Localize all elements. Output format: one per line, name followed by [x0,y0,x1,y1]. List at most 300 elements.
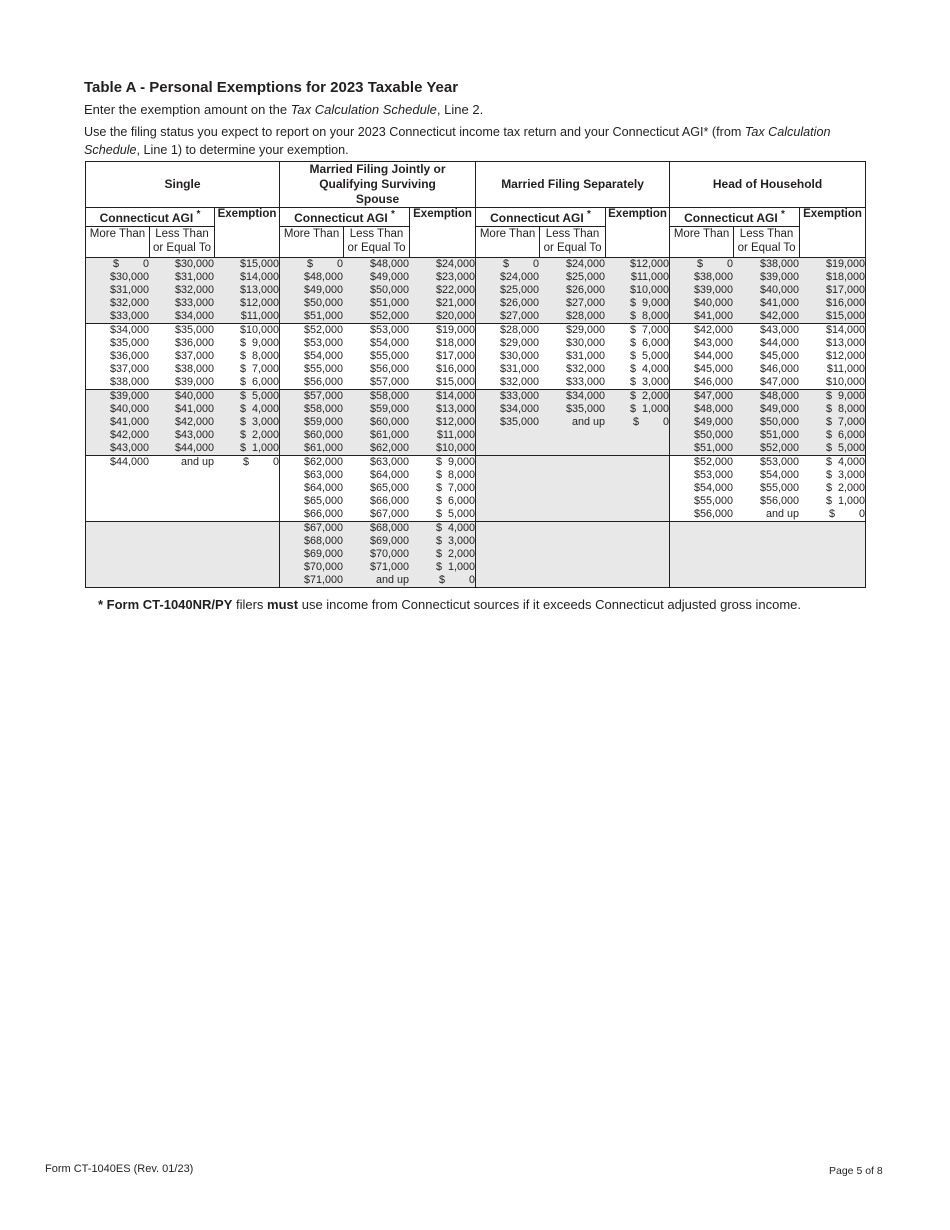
table-row [86,456,866,522]
value: $18,000 [826,271,866,283]
value: $71,000 [370,561,410,573]
value: $ 6,000 [630,337,670,349]
value: $61,000 [304,442,344,454]
value: $ 6,000 [436,495,476,507]
footnote: * Form CT-1040NR/PY filers must use income from Connecticut sources if it exceeds Connecticut adjusted gross income. [98,597,802,612]
separate-more-cell [476,456,540,522]
value: $53,000 [694,469,734,481]
value: $58,000 [370,390,410,402]
value: $33,000 [174,297,214,309]
value: $70,000 [370,548,410,560]
value: $48,000 [694,403,734,415]
value: $38,000 [694,271,734,283]
value: $43,000 [760,324,800,336]
value: $49,000 [370,271,410,283]
value: $13,000 [826,337,866,349]
household-exempt-cell [800,258,866,324]
value: $58,000 [304,403,344,415]
value: $52,000 [760,442,800,454]
value: $37,000 [109,363,149,375]
joint-more-cell [280,324,344,390]
value: $67,000 [370,508,410,520]
value: $35,000 [109,337,149,349]
value: $51,000 [304,310,344,322]
value: $56,000 [760,495,800,507]
value: $66,000 [304,508,344,520]
separate-more-cell [476,324,540,390]
value: $35,000 [566,403,606,415]
value: $55,000 [370,350,410,362]
value: $42,000 [694,324,734,336]
value: $54,000 [304,350,344,362]
value: $65,000 [370,482,410,494]
single-exempt-cell [215,324,280,390]
joint-less-cell [344,258,410,324]
value: and up [180,456,214,468]
value: $47,000 [760,376,800,388]
value: $18,000 [436,337,476,349]
value: $42,000 [760,310,800,322]
value: $ 9,000 [240,337,280,349]
value: $11,000 [240,310,280,322]
value: $56,000 [694,508,734,520]
single-more-cell [86,456,150,522]
value: $ 8,000 [240,350,280,362]
value: $38,000 [174,363,214,375]
value: $ 2,000 [630,390,670,402]
value: $47,000 [694,390,734,402]
status-household: Head of Household [670,162,866,208]
single-exempt-cell [215,522,280,588]
joint-less-cell [344,522,410,588]
value: $43,000 [694,337,734,349]
table-row [86,324,866,390]
value: $32,000 [174,284,214,296]
exemption-table [85,161,866,588]
value: $30,000 [174,258,214,270]
value: $53,000 [370,324,410,336]
less-than-header: Less Than or Equal To [150,227,215,258]
separate-exempt-cell [606,456,670,522]
value: $52,000 [304,324,344,336]
value: $60,000 [370,416,410,428]
value: $60,000 [304,429,344,441]
single-more-cell [86,390,150,456]
value: $ 9,000 [826,390,866,402]
separate-less-cell [540,258,606,324]
value: $63,000 [370,456,410,468]
value: $40,000 [174,390,214,402]
instruction-line-2: Use the filing status you expect to report on your 2023 Connecticut income tax return and your Connecticut AGI* (from Tax Calculation Schedule, Line 1) to determine your exemption. [84,125,831,157]
value: $49,000 [760,403,800,415]
value: $25,000 [500,284,540,296]
value: $41,000 [109,416,149,428]
value: $54,000 [694,482,734,494]
value: $ 4,000 [436,522,476,534]
value: $ 7,000 [240,363,280,375]
value: $50,000 [694,429,734,441]
value: $41,000 [174,403,214,415]
agi-header-joint: Connecticut AGI * [280,208,410,227]
value: $17,000 [436,350,476,362]
household-less-cell [734,456,800,522]
value: $54,000 [760,469,800,481]
value: $24,000 [500,271,540,283]
value: $31,000 [174,271,214,283]
value: $29,000 [566,324,606,336]
joint-more-cell [280,456,344,522]
value: $64,000 [304,482,344,494]
value: $14,000 [240,271,280,283]
household-exempt-cell [800,324,866,390]
value: $62,000 [370,442,410,454]
exemption-header-single: Exemption [215,208,280,258]
value: $57,000 [370,376,410,388]
value: $25,000 [566,271,606,283]
value: and up [376,574,410,586]
value: $ 2,000 [826,482,866,494]
value: $50,000 [304,297,344,309]
value: $59,000 [370,403,410,415]
value: $36,000 [109,350,149,362]
value: $26,000 [500,297,540,309]
joint-exempt-cell [410,522,476,588]
joint-less-cell [344,324,410,390]
value: $30,000 [500,350,540,362]
value: $20,000 [436,310,476,322]
table-title: Table A - Personal Exemptions for 2023 Taxable Year [84,79,459,96]
value: $ 0 [112,258,149,270]
value: $23,000 [436,271,476,283]
value: $38,000 [760,258,800,270]
value: $39,000 [760,271,800,283]
value: $30,000 [566,337,606,349]
household-less-cell [734,390,800,456]
value: $33,000 [109,310,149,322]
value: $52,000 [694,456,734,468]
single-more-cell [86,258,150,324]
value: $70,000 [304,561,344,573]
separate-less-cell [540,522,606,588]
status-single: Single [86,162,280,208]
household-less-cell [734,258,800,324]
joint-less-cell [344,390,410,456]
value: $ 6,000 [240,376,280,388]
value: $42,000 [174,416,214,428]
value: $12,000 [436,416,476,428]
value: $34,000 [566,390,606,402]
value: $31,000 [500,363,540,375]
value: $17,000 [826,284,866,296]
value: $68,000 [304,535,344,547]
value: $53,000 [760,456,800,468]
less-than-header: Less Than or Equal To [734,227,800,258]
value: $ 7,000 [436,482,476,494]
value: $55,000 [694,495,734,507]
separate-more-cell [476,390,540,456]
value: $42,000 [109,429,149,441]
value: $ 2,000 [436,548,476,560]
value: $19,000 [826,258,866,270]
single-less-cell [150,324,215,390]
value: $41,000 [694,310,734,322]
exemption-header-separate: Exemption [606,208,670,258]
value: $ 8,000 [436,469,476,481]
value: $39,000 [109,390,149,402]
value: $69,000 [370,535,410,547]
single-less-cell [150,522,215,588]
separate-more-cell [476,258,540,324]
value: $41,000 [760,297,800,309]
value: $34,000 [500,403,540,415]
value: $ 5,000 [826,442,866,454]
agi-header-separate: Connecticut AGI * [476,208,606,227]
value: $68,000 [370,522,410,534]
value: $35,000 [174,324,214,336]
agi-header-single: Connecticut AGI * [86,208,215,227]
value: $12,000 [240,297,280,309]
value: $34,000 [174,310,214,322]
value: $40,000 [760,284,800,296]
value: $52,000 [370,310,410,322]
single-exempt-cell [215,456,280,522]
value: $43,000 [109,442,149,454]
status-separate: Married Filing Separately [476,162,670,208]
value: $10,000 [240,324,280,336]
instruction-line-1: Enter the exemption amount on the Tax Calculation Schedule, Line 2. [84,102,484,117]
separate-exempt-cell [606,324,670,390]
value: $33,000 [566,376,606,388]
value: $50,000 [370,284,410,296]
value: $ 3,000 [436,535,476,547]
value: $64,000 [370,469,410,481]
value: $24,000 [436,258,476,270]
status-joint: Married Filing Jointly or Qualifying Surviving Spouse [280,162,476,208]
household-exempt-cell [800,456,866,522]
agi-header-household: Connecticut AGI * [670,208,800,227]
value: $13,000 [240,284,280,296]
value: $11,000 [826,363,866,375]
single-more-cell [86,324,150,390]
value: $ 3,000 [630,376,670,388]
value: $61,000 [370,429,410,441]
page-number: Page 5 of 8 [829,1165,883,1177]
less-than-header: Less Than or Equal To [540,227,606,258]
value: $54,000 [370,337,410,349]
household-less-cell [734,324,800,390]
value: $56,000 [370,363,410,375]
value: $ 5,000 [436,508,476,520]
household-more-cell [670,258,734,324]
joint-exempt-cell [410,390,476,456]
value: $67,000 [304,522,344,534]
value: $15,000 [826,310,866,322]
exemption-header-joint: Exemption [410,208,476,258]
value: $ 7,000 [630,324,670,336]
exemption-header-household: Exemption [800,208,866,258]
value: $31,000 [109,284,149,296]
value: $12,000 [630,258,670,270]
household-less-cell [734,522,800,588]
value: $24,000 [566,258,606,270]
household-more-cell [670,324,734,390]
separate-less-cell [540,456,606,522]
value: $ 3,000 [826,469,866,481]
value: $44,000 [109,456,149,468]
value: $32,000 [109,297,149,309]
value: $46,000 [760,363,800,375]
table-row [86,258,866,324]
value: $45,000 [694,363,734,375]
value: $ 8,000 [826,403,866,415]
value: $55,000 [760,482,800,494]
value: and up [766,508,800,520]
value: $26,000 [566,284,606,296]
value: $29,000 [500,337,540,349]
value: $51,000 [760,429,800,441]
value: $15,000 [436,376,476,388]
value: $10,000 [826,376,866,388]
value: $66,000 [370,495,410,507]
joint-less-cell [344,456,410,522]
value: $ 0 [243,456,280,468]
value: $32,000 [500,376,540,388]
joint-more-cell [280,390,344,456]
value: $39,000 [174,376,214,388]
value: $65,000 [304,495,344,507]
household-more-cell [670,522,734,588]
more-than-header: More Than [86,227,150,258]
form-id: Form CT-1040ES (Rev. 01/23) [45,1163,194,1175]
value: $ 0 [697,258,734,270]
value: $ 0 [307,258,344,270]
value: $33,000 [500,390,540,402]
value: and up [572,416,606,428]
value: $59,000 [304,416,344,428]
joint-exempt-cell [410,456,476,522]
value: $ 9,000 [630,297,670,309]
table-row [86,390,866,456]
value: $19,000 [436,324,476,336]
value: $11,000 [630,271,670,283]
value: $14,000 [826,324,866,336]
value: $15,000 [240,258,280,270]
value: $44,000 [760,337,800,349]
value: $43,000 [174,429,214,441]
value: $48,000 [370,258,410,270]
single-less-cell [150,456,215,522]
value: $46,000 [694,376,734,388]
value: $ 1,000 [240,442,280,454]
more-than-header: More Than [476,227,540,258]
value: $ 3,000 [240,416,280,428]
value: $38,000 [109,376,149,388]
single-more-cell [86,522,150,588]
value: $ 2,000 [240,429,280,441]
value: $ 0 [439,574,476,586]
value: $12,000 [826,350,866,362]
value: $28,000 [566,310,606,322]
separate-exempt-cell [606,390,670,456]
value: $56,000 [304,376,344,388]
single-less-cell [150,258,215,324]
household-more-cell [670,390,734,456]
value: $11,000 [436,429,476,441]
joint-exempt-cell [410,324,476,390]
value: $50,000 [760,416,800,428]
value: $32,000 [566,363,606,375]
separate-less-cell [540,324,606,390]
value: $ 1,000 [436,561,476,573]
household-exempt-cell [800,390,866,456]
value: $62,000 [304,456,344,468]
value: $40,000 [694,297,734,309]
more-than-header: More Than [670,227,734,258]
value: $ 5,000 [240,390,280,402]
value: $22,000 [436,284,476,296]
value: $48,000 [760,390,800,402]
separate-more-cell [476,522,540,588]
value: $ 4,000 [240,403,280,415]
value: $10,000 [436,442,476,454]
value: $57,000 [304,390,344,402]
value: $49,000 [304,284,344,296]
value: $55,000 [304,363,344,375]
value: $ 8,000 [630,310,670,322]
value: $ 4,000 [826,456,866,468]
value: $37,000 [174,350,214,362]
value: $34,000 [109,324,149,336]
value: $30,000 [109,271,149,283]
joint-exempt-cell [410,258,476,324]
value: $49,000 [694,416,734,428]
value: $ 0 [503,258,540,270]
value: $51,000 [694,442,734,454]
value: $ 0 [829,508,866,520]
value: $71,000 [304,574,344,586]
value: $35,000 [500,416,540,428]
value: $ 4,000 [630,363,670,375]
joint-more-cell [280,258,344,324]
value: $40,000 [109,403,149,415]
separate-exempt-cell [606,258,670,324]
less-than-header: Less Than or Equal To [344,227,410,258]
value: $39,000 [694,284,734,296]
value: $28,000 [500,324,540,336]
value: $69,000 [304,548,344,560]
value: $51,000 [370,297,410,309]
value: $27,000 [566,297,606,309]
value: $16,000 [436,363,476,375]
single-less-cell [150,390,215,456]
value: $ 0 [633,416,670,428]
joint-more-cell [280,522,344,588]
value: $ 9,000 [436,456,476,468]
value: $31,000 [566,350,606,362]
value: $44,000 [694,350,734,362]
more-than-header: More Than [280,227,344,258]
value: $45,000 [760,350,800,362]
single-exempt-cell [215,258,280,324]
value: $53,000 [304,337,344,349]
separate-less-cell [540,390,606,456]
value: $13,000 [436,403,476,415]
value: $ 7,000 [826,416,866,428]
value: $ 5,000 [630,350,670,362]
value: $27,000 [500,310,540,322]
value: $21,000 [436,297,476,309]
table-row [86,522,866,588]
